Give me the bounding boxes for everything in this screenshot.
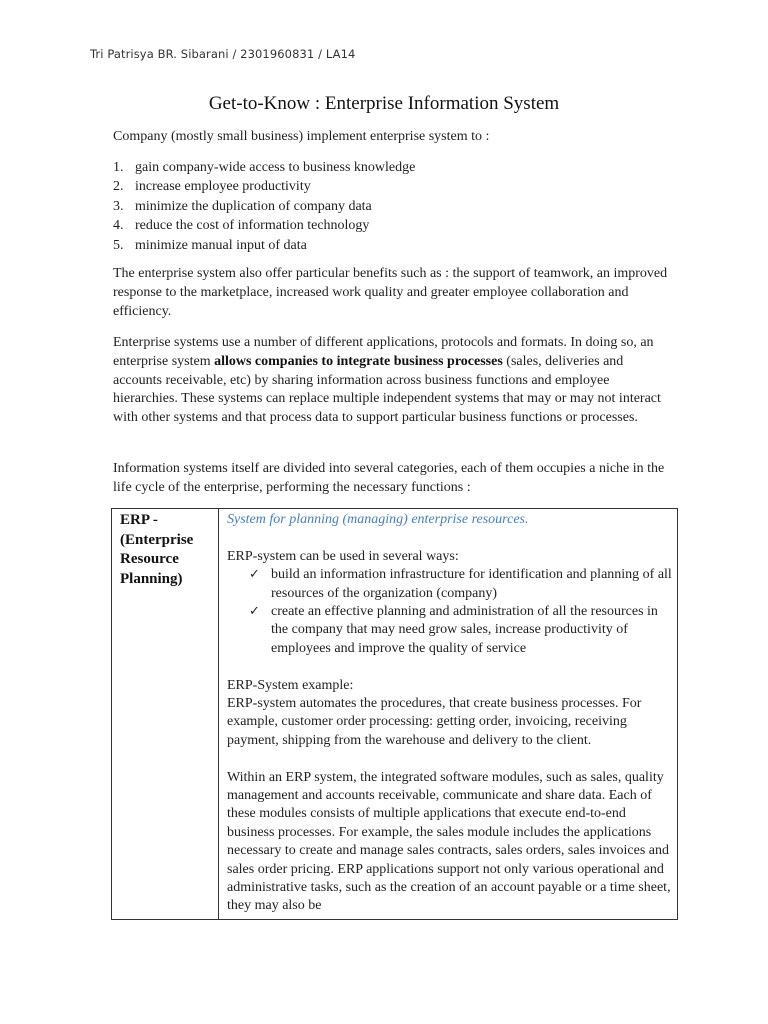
bold-phrase: allows companies to integrate business processes xyxy=(214,353,503,369)
integration-paragraph: Enterprise systems use a number of different applications, protocols and formats. In doing so, an enterprise system allows companies to integrate business processes (sales, deliveries and accounts receivable, etc) by sharing information across business functions and employee hierarchies. These systems can replace multiple independent systems that may or may not interact with other systems and that process data to support particular business functions or processes. xyxy=(113,335,661,426)
check-icon: ✓ xyxy=(249,604,260,620)
modules-text: Within an ERP system, the integrated software modules, such as sales, quality management and accounts receivable, communicate and share data. Each of these modules consists of multiple applications that execute end-to-end business processes. For example, the sales module includes the applications necessary to create and manage sales contracts, sales orders, sales invoices and sales order pricing. ERP applications support not only various operational and administrative tasks, such as the creation of an account payable or a time sheet, they may also be xyxy=(227,769,671,914)
benefits-paragraph: The enterprise system also offer particular benefits such as : the support of teamwork, an improved response to the marketplace, increased work quality and greater employee collaboration and efficiency. xyxy=(113,266,668,319)
erp-subtitle: System for planning (managing) enterprise resources. xyxy=(227,512,529,527)
example-heading: ERP-System example: xyxy=(227,677,354,693)
erp-label-cell: ERP - (Enterprise Resource Planning) xyxy=(120,512,194,587)
usage-list xyxy=(227,566,674,658)
author-header: Tri Patrisya BR. Sibarani / 2301960831 / LA14 xyxy=(90,47,356,61)
list-item: 5. minimize manual input of data xyxy=(113,237,307,253)
goals-list xyxy=(113,158,673,255)
erp-content-cell xyxy=(227,511,674,916)
column-divider xyxy=(218,509,219,919)
list-item: 4. reduce the cost of information technology xyxy=(113,218,370,234)
erp-table xyxy=(111,508,678,920)
check-icon: ✓ xyxy=(249,567,260,583)
list-item: ✓ build an information infrastructure for identification and planning of all resources of the organization (company) xyxy=(249,567,672,601)
list-item: 2. increase employee productivity xyxy=(113,179,311,195)
categories-paragraph: Information systems itself are divided into several categories, each of them occupies a niche in the life cycle of the enterprise, performing the necessary functions : xyxy=(113,461,665,495)
list-item: 3. minimize the duplication of company data xyxy=(113,198,372,214)
document-title: Get-to-Know : Enterprise Information System xyxy=(208,93,560,114)
list-item: 1. gain company-wide access to business knowledge xyxy=(113,160,416,175)
example-text: ERP-system automates the procedures, that create business processes. For example, customer order processing: getting order, invoicing, receiving payment, shipping from the warehouse and delivery to the client. xyxy=(227,696,642,748)
list-item: ✓ create an effective planning and administration of all the resources in the company that may need grow sales, increase productivity of employees and improve the quality of service xyxy=(249,604,658,656)
usage-intro: ERP-system can be used in several ways: xyxy=(227,548,459,564)
intro-text: Company (mostly small business) implement enterprise system to : xyxy=(113,129,490,144)
